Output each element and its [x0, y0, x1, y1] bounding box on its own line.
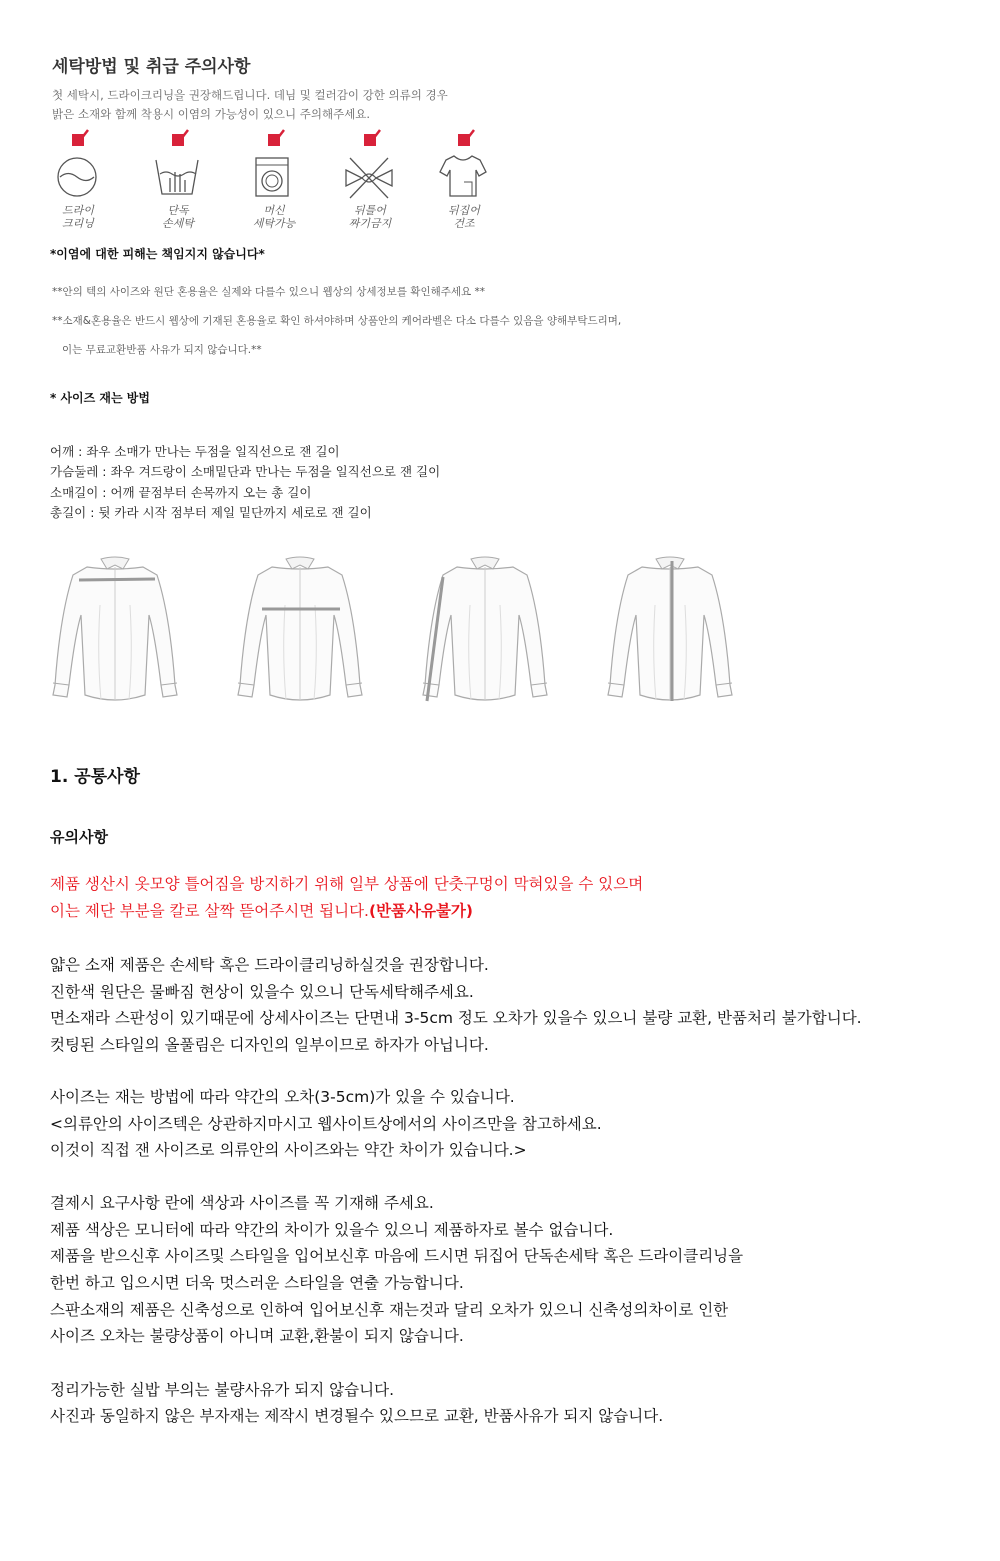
care-label-machine-wash: 머신 세탁가능 — [252, 204, 296, 230]
care-label-hand-wash: 단독 손세탁 — [162, 204, 194, 230]
checkbox-checked-icon — [170, 128, 192, 148]
para-1-line-4: 컷팅된 스타일의 올풀림은 디자인의 일부이므로 하자가 아닙니다. — [50, 1036, 489, 1054]
para-1-line-2: 진한색 원단은 물빠짐 현상이 있을수 있으니 단독세탁해주세요. — [50, 983, 474, 1001]
para-1-line-1: 얇은 소재 제품은 손세탁 혹은 드라이클리닝하실것을 권장합니다. — [50, 956, 489, 974]
stain-disclaimer: *이염에 대한 피해는 책임지지 않습니다* — [50, 247, 265, 261]
care-title: 세탁방법 및 취급 주의사항 — [52, 57, 251, 77]
care-icons-row — [48, 128, 508, 238]
care-label-inside-out: 뒤집어 건조 — [448, 204, 480, 230]
measure-shoulder: 어깨 : 좌우 소매가 만나는 두점을 일직선으로 잰 길이 — [50, 444, 340, 459]
measurement-diagrams — [45, 555, 745, 710]
checkbox-checked-icon — [456, 128, 478, 148]
para-2-line-2: <의류안의 사이즈텍은 상관하지마시고 웹사이트상에서의 사이즈만을 참고하세요. — [50, 1115, 602, 1133]
measure-title: * 사이즈 재는 방법 — [50, 391, 150, 405]
care-label-no-wring: 뒤틀어 짜기금지 — [348, 204, 392, 230]
para-3-line-6: 사이즈 오차는 불량상품이 아니며 교환,환불이 되지 않습니다. — [50, 1327, 464, 1345]
note-line-1: **안의 텍의 사이즈와 원단 혼용율은 실제와 다를수 있으니 웹상의 상세정보를 확인해주세요 ** — [52, 286, 486, 298]
checkbox-checked-icon — [266, 128, 288, 148]
measure-sleeve: 소매길이 : 어깨 끝점부터 손목까지 오는 총 길이 — [50, 485, 312, 500]
section-common-heading: 1. 공통사항 — [50, 767, 140, 787]
para-2-line-1: 사이즈는 재는 방법에 따라 약간의 오차(3-5cm)가 있을 수 있습니다. — [50, 1088, 515, 1106]
red-notice-line-1: 제품 생산시 옷모양 틀어짐을 방지하기 위해 일부 상품에 단춧구멍이 막혀있을 수 있으며 — [50, 875, 644, 893]
diagram-sleeve — [423, 557, 547, 701]
note-line-3: 이는 무료교환반품 사유가 되지 않습니다.** — [62, 344, 262, 356]
para-3-line-4: 한번 하고 입으시면 더욱 멋스러운 스타일을 연출 가능합니다. — [50, 1274, 464, 1292]
hand-wash-icon — [152, 152, 202, 202]
diagram-length — [608, 557, 732, 701]
diagram-shoulder — [53, 557, 177, 701]
para-3-line-3: 제품을 받으신후 사이즈및 스타일을 입어보신후 마음에 드시면 뒤집어 단독손세탁 혹은 드라이클리닝을 — [50, 1247, 744, 1265]
care-label-dry-clean: 드라이 크리닝 — [62, 204, 94, 230]
checkbox-checked-icon — [70, 128, 92, 148]
checkbox-checked-icon — [362, 128, 384, 148]
care-item-inside-out — [434, 128, 494, 238]
care-item-dry-clean — [48, 128, 108, 238]
para-2-line-3: 이것이 직접 잰 사이즈로 의류안의 사이즈와는 약간 차이가 있습니다.> — [50, 1141, 527, 1159]
para-3-line-2: 제품 색상은 모니터에 따라 약간의 차이가 있을수 있으니 제품하자로 볼수 없습니다. — [50, 1221, 614, 1239]
care-intro-line-1: 첫 세탁시, 드라이크리닝을 권장해드립니다. 데님 및 컬러감이 강한 의류의 경우 — [52, 88, 448, 102]
care-item-no-wring — [340, 128, 400, 238]
para-4-line-1: 정리가능한 실밥 부의는 불량사유가 되지 않습니다. — [50, 1381, 394, 1399]
para-1-line-3: 면소재라 스판성이 있기때문에 상세사이즈는 단면내 3-5cm 정도 오차가 있을수 있으니 불량 교환, 반품처리 불가합니다. — [50, 1009, 862, 1027]
care-intro-line-2: 밝은 소재와 함께 착용시 이염의 가능성이 있으니 주의해주세요. — [52, 107, 371, 121]
no-wring-icon — [344, 152, 394, 202]
no-return-note: (반품사유불가) — [368, 902, 473, 920]
inside-out-dry-icon — [438, 152, 488, 202]
care-item-hand-wash — [148, 128, 208, 238]
caution-heading: 유의사항 — [50, 828, 108, 846]
care-item-machine-wash — [244, 128, 304, 238]
measure-length: 총길이 : 뒷 카라 시작 점부터 제일 밑단까지 세로로 잰 길이 — [50, 505, 372, 520]
washing-machine-icon — [248, 152, 298, 202]
para-4-line-2: 사진과 동일하지 않은 부자재는 제작시 변경될수 있으므로 교환, 반품사유가 되지 않습니다. — [50, 1407, 664, 1425]
measure-chest: 가슴둘레 : 좌우 겨드랑이 소매밑단과 만나는 두점을 일직선으로 잰 길이 — [50, 464, 441, 479]
red-notice-line-2: 이는 제단 부분을 칼로 살짝 뜯어주시면 됩니다.(반품사유불가) — [50, 902, 473, 920]
dry-clean-icon — [52, 152, 102, 202]
diagram-chest — [238, 557, 362, 701]
para-3-line-1: 결제시 요구사항 란에 색상과 사이즈를 꼭 기재해 주세요. — [50, 1194, 434, 1212]
para-3-line-5: 스판소재의 제품은 신축성으로 인하여 입어보신후 재는것과 달리 오차가 있으니 신축성의차이로 인한 — [50, 1301, 729, 1319]
note-line-2: **소재&혼용율은 반드시 웹상에 기재된 혼용율로 확인 하셔야하며 상품안의 케어라벨은 다소 다를수 있음을 양해부탁드리며, — [52, 315, 622, 327]
